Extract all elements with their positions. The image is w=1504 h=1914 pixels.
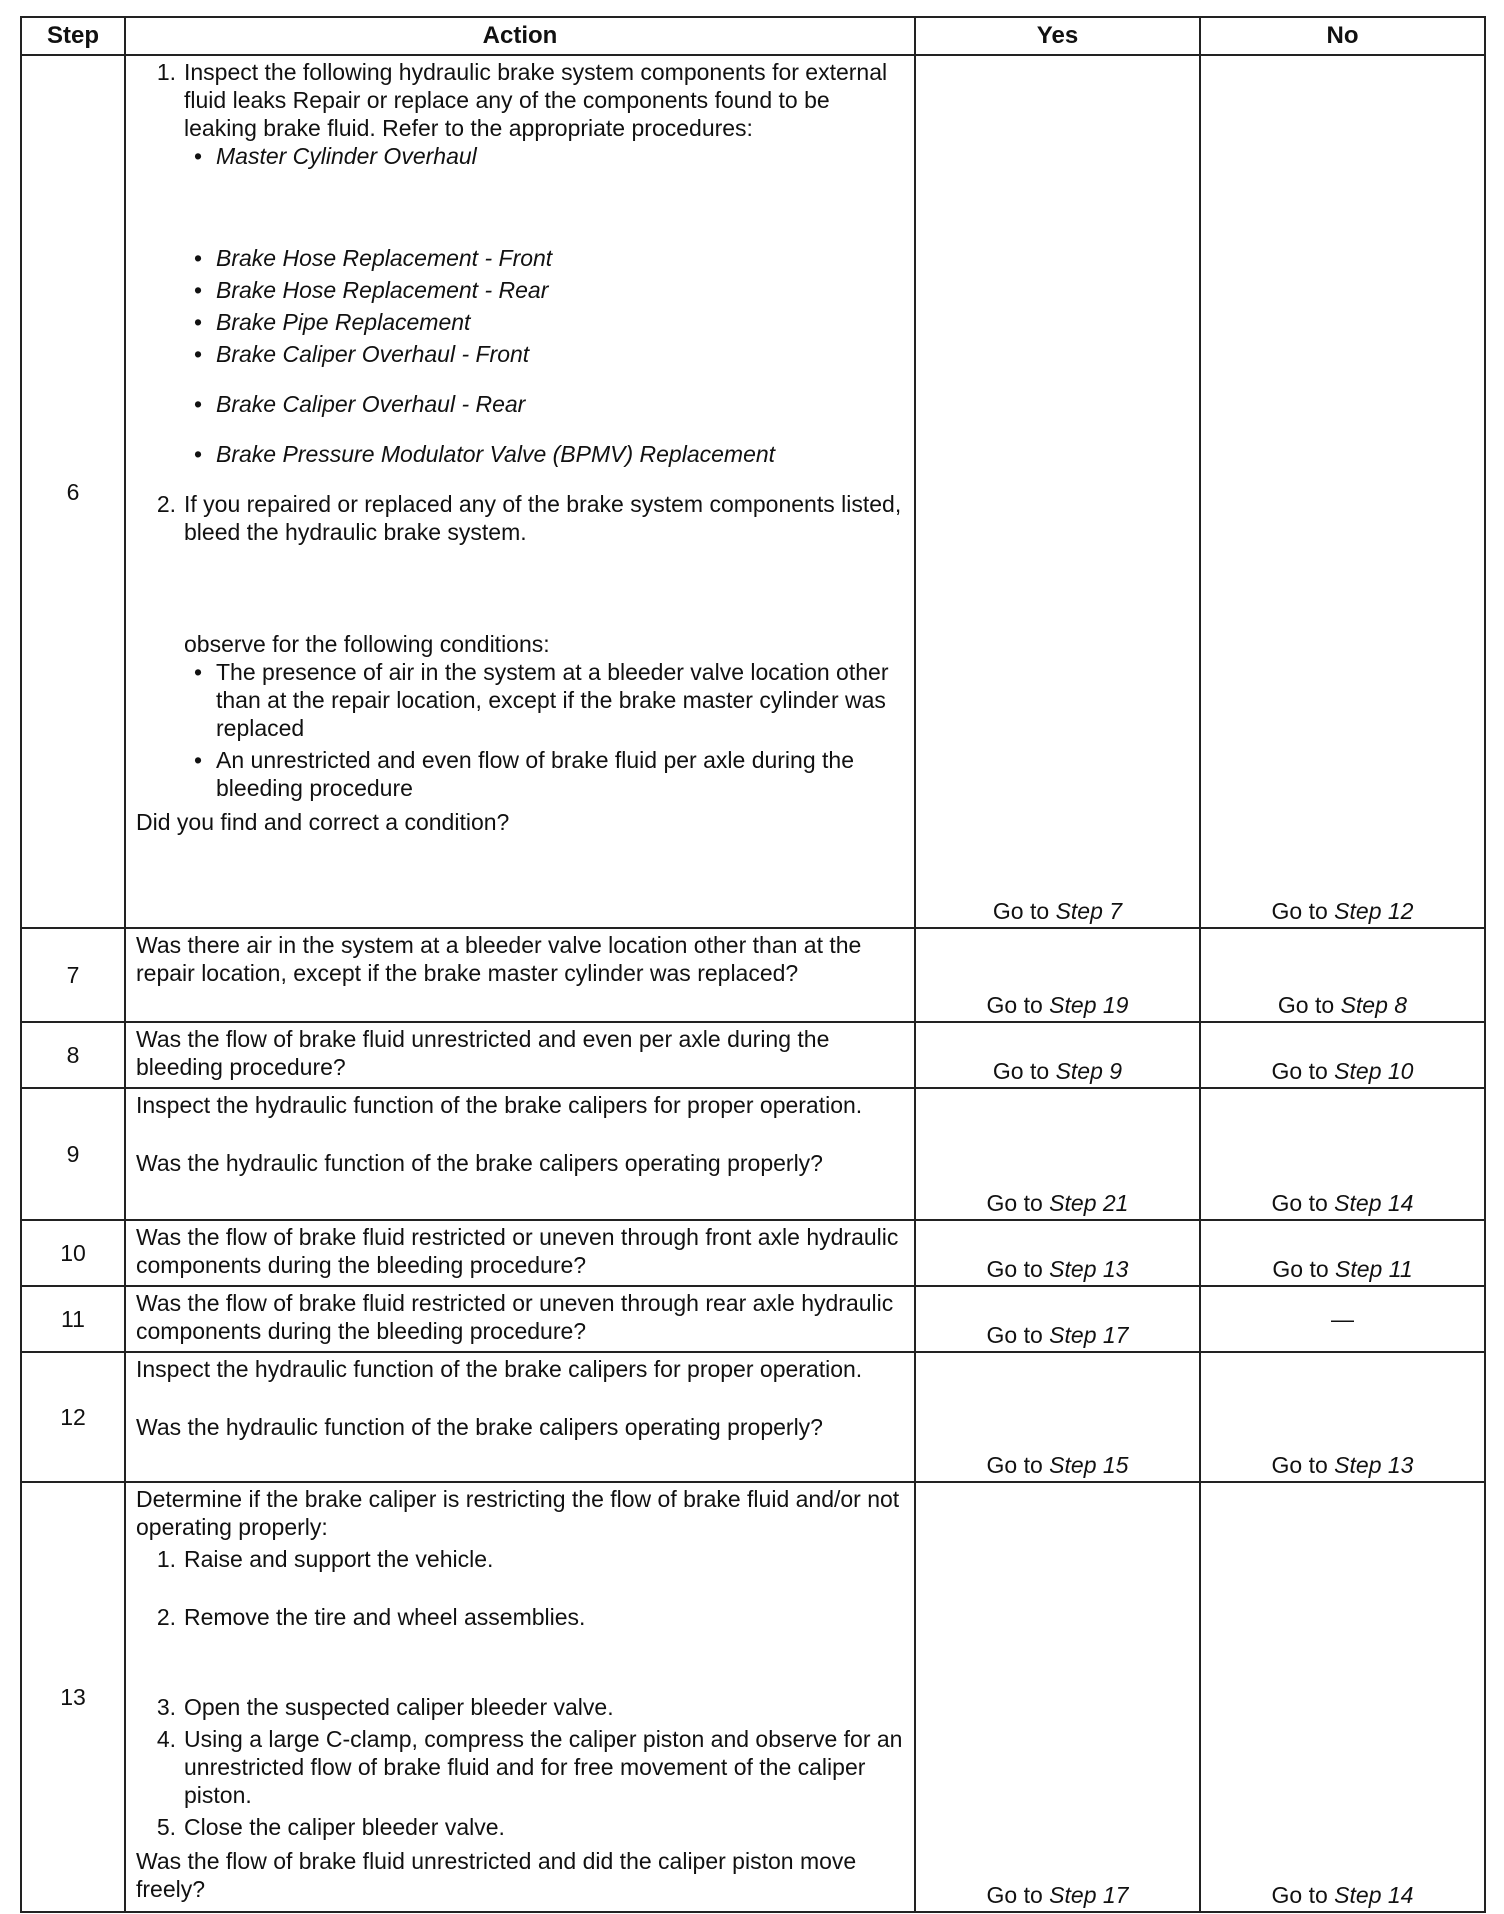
step-number: 6: [21, 55, 125, 928]
yes-answer: Go to Step 17: [915, 1482, 1200, 1912]
list-item: • Brake Hose Replacement - Rear: [194, 277, 549, 303]
table-row-step-8: [21, 1022, 1485, 1088]
list-item: • Brake Hose Replacement - Front: [194, 245, 553, 271]
step-number: 7: [21, 928, 125, 1022]
action-cell: [125, 1482, 915, 1912]
observe-text: observe for the following conditions:: [184, 631, 550, 657]
list-item: • An unrestricted and even flow of brake fluid per axle during the bleeding procedure: [194, 747, 854, 801]
step-number: 13: [21, 1482, 125, 1912]
table-row-step-9: [21, 1088, 1485, 1220]
list-item: 1. Inspect the following hydraulic brake system components for external fluid leaks Repair or replace any of the components found to be leaking brake fluid. Refer to the appropriate procedures:: [156, 59, 888, 141]
no-answer: Go to Step 8: [1200, 928, 1485, 1022]
condition-list: [136, 658, 906, 802]
header-action: Action: [125, 17, 915, 55]
action-cell: [125, 55, 915, 928]
no-answer: Go to Step 12: [1200, 55, 1485, 928]
header-step: Step: [21, 17, 125, 55]
yes-answer: Go to Step 17: [915, 1286, 1200, 1352]
question-text: Was the flow of brake fluid restricted or uneven through rear axle hydraulic components during the bleeding procedure?: [125, 1286, 915, 1352]
list-item: 3. Open the suspected caliper bleeder valve.: [156, 1694, 614, 1720]
step-number: 9: [21, 1088, 125, 1220]
yes-answer: Go to Step 13: [915, 1220, 1200, 1286]
list-item: • Master Cylinder Overhaul: [194, 143, 477, 169]
step-number: 10: [21, 1220, 125, 1286]
list-item: 2. Remove the tire and wheel assemblies.: [156, 1604, 586, 1630]
no-answer: Go to Step 13: [1200, 1352, 1485, 1482]
step-number: 8: [21, 1022, 125, 1088]
action-cell: [125, 1088, 915, 1220]
question-text: Did you find and correct a condition?: [136, 809, 510, 835]
table-row-step-10: [21, 1220, 1485, 1286]
table-row-step-13: [21, 1482, 1485, 1912]
list-item: 5. Close the caliper bleeder valve.: [156, 1814, 505, 1840]
yes-answer: Go to Step 15: [915, 1352, 1200, 1482]
question-text: Was the flow of brake fluid restricted or uneven through front axle hydraulic components during the bleeding procedure?: [125, 1220, 915, 1286]
yes-answer: Go to Step 21: [915, 1088, 1200, 1220]
question-text: Was the flow of brake fluid unrestricted and did the caliper piston move freely?: [136, 1848, 857, 1902]
no-answer: Go to Step 10: [1200, 1022, 1485, 1088]
yes-answer: Go to Step 7: [915, 55, 1200, 928]
step-list: [136, 1545, 906, 1841]
header-row: [21, 17, 1485, 55]
instruction-text: Inspect the hydraulic function of the brake calipers for proper operation.: [136, 1092, 863, 1118]
header-no: No: [1200, 17, 1485, 55]
list-item: 4. Using a large C-clamp, compress the caliper piston and observe for an unrestricted flow of brake fluid and for free movement of the caliper piston.: [156, 1726, 903, 1808]
list-item: • Brake Caliper Overhaul - Rear: [194, 391, 526, 417]
question-text: Was the flow of brake fluid unrestricted and even per axle during the bleeding procedure?: [125, 1022, 915, 1088]
procedure-list: [136, 142, 906, 468]
step-number: 11: [21, 1286, 125, 1352]
question-text: Was there air in the system at a bleeder valve location other than at the repair location, except if the brake master cylinder was replaced?: [125, 928, 915, 1022]
list-item: • Brake Caliper Overhaul - Front: [194, 341, 530, 367]
yes-answer: Go to Step 9: [915, 1022, 1200, 1088]
list-item: • Brake Pipe Replacement: [194, 309, 471, 335]
list-item: • Brake Pressure Modulator Valve (BPMV) Replacement: [194, 441, 776, 467]
action-cell: [125, 1352, 915, 1482]
step-number: 12: [21, 1352, 125, 1482]
table-row-step-7: [21, 928, 1485, 1022]
no-answer: Go to Step 11: [1200, 1220, 1485, 1286]
no-answer: Go to Step 14: [1200, 1482, 1485, 1912]
table-row-step-6: [21, 55, 1485, 928]
question-text: Was the hydraulic function of the brake calipers operating properly?: [136, 1414, 823, 1440]
header-yes: Yes: [915, 17, 1200, 55]
no-answer: —: [1200, 1286, 1485, 1352]
intro-text: Determine if the brake caliper is restricting the flow of brake fluid and/or not operating properly:: [136, 1486, 900, 1540]
table-row-step-12: [21, 1352, 1485, 1482]
list-item: • The presence of air in the system at a bleeder valve location other than at the repair location, except if the brake master cylinder was replaced: [194, 659, 889, 741]
diagnostic-table: [20, 16, 1486, 1913]
question-text: Was the hydraulic function of the brake calipers operating properly?: [136, 1150, 823, 1176]
list-item: 2. If you repaired or replaced any of the brake system components listed, bleed the hydraulic brake system.: [156, 491, 902, 545]
no-answer: Go to Step 14: [1200, 1088, 1485, 1220]
yes-answer: Go to Step 19: [915, 928, 1200, 1022]
instruction-text: Inspect the hydraulic function of the brake calipers for proper operation.: [136, 1356, 863, 1382]
list-item: 1. Raise and support the vehicle.: [156, 1546, 494, 1572]
table-row-step-11: [21, 1286, 1485, 1352]
